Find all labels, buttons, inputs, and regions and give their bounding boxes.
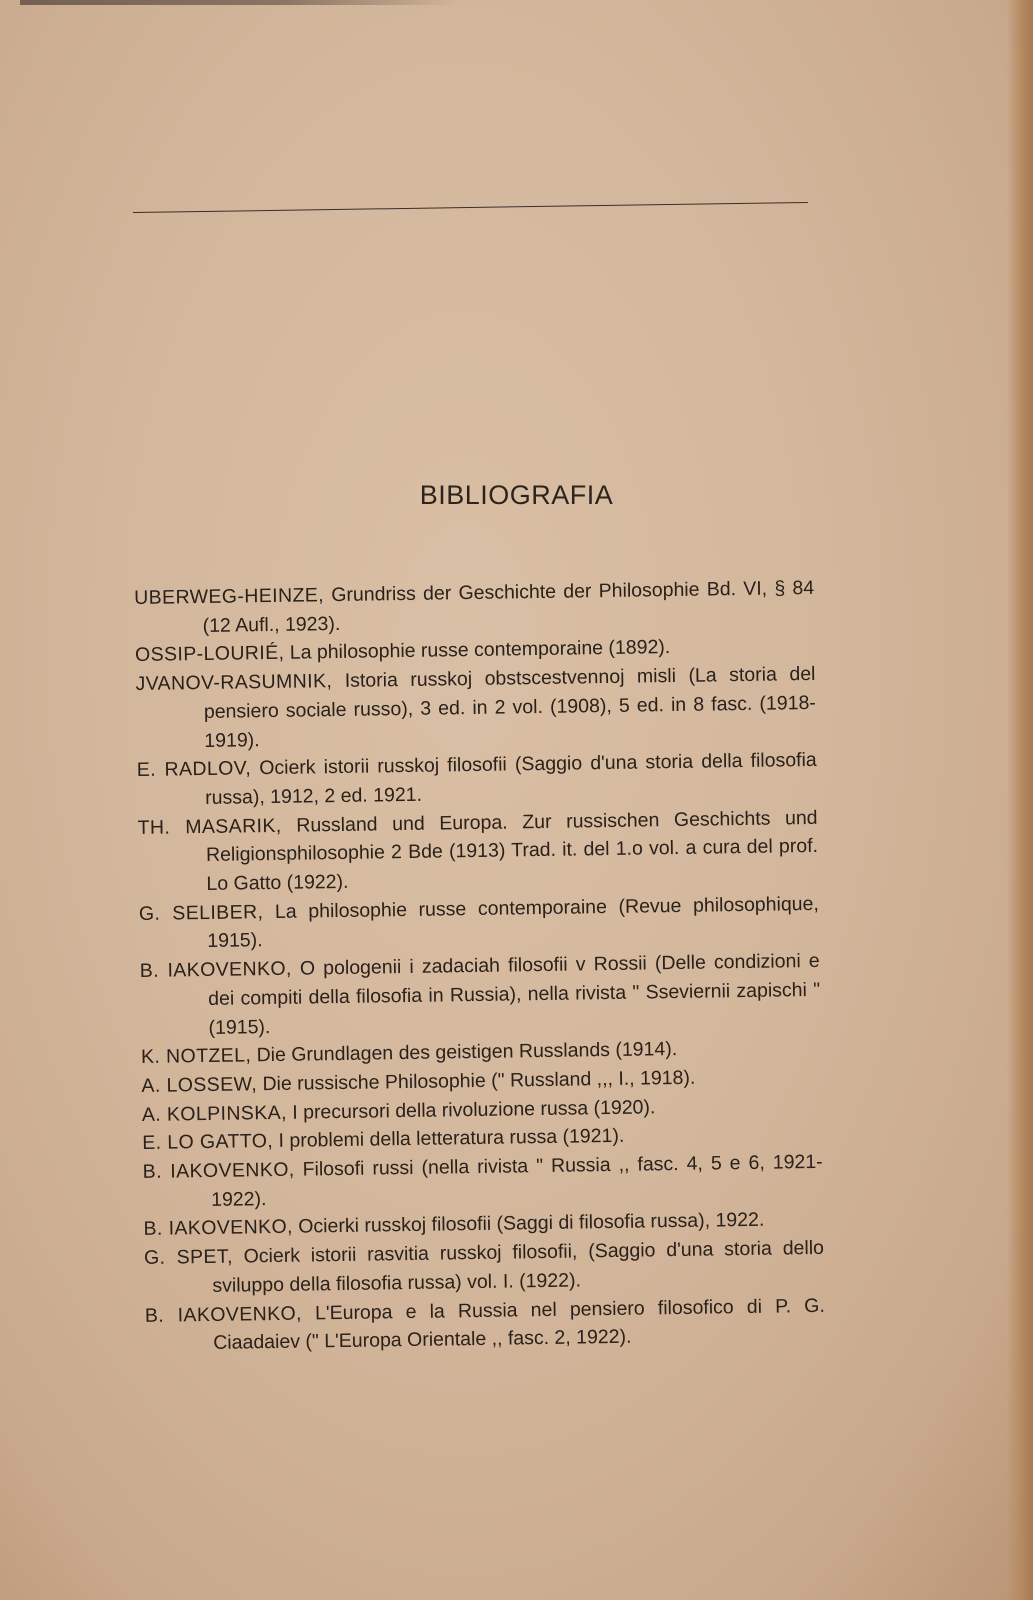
entry-author: E. RADLOV, (136, 757, 252, 782)
entry-author: A. KOLPINSKA, (141, 1101, 288, 1126)
scan-top-edge (20, 0, 460, 5)
entry-author: OSSIP-LOURIÉ, (134, 642, 285, 667)
entry-author: G. SELIBER, (138, 900, 264, 925)
entry-author: G. SPET, (143, 1245, 233, 1270)
bibliography-entry (145, 1291, 826, 1358)
scan-right-edge (1007, 0, 1033, 1600)
entry-text: O pologenii i zadaciah filosofii v Rossii (Delle condizioni e dei compiti della filosofia in Russia), nella rivista " Sseviernii zapischi " (1915). (207, 950, 821, 1039)
entry-author: JVANOV-RASUMNIK, (135, 670, 333, 696)
entry-text: Die Grundlagen des geistigen Russlands (1914). (256, 1038, 678, 1067)
entry-author: B. IAKOVENKO, (139, 957, 292, 983)
entry-author: B. IAKOVENKO, (143, 1216, 294, 1241)
entry-text: I precursori della rivoluzione russa (1920). (292, 1095, 656, 1124)
bibliography-entry (137, 746, 818, 813)
bibliography-entry (144, 1234, 825, 1301)
bibliography-entry (139, 890, 820, 957)
bibliography-entry (137, 804, 818, 900)
entry-text: Die russische Philosophie (" Russland ,,, I., 1918). (262, 1066, 696, 1096)
entry-text: Ocierki russkoj filosofii (Saggi di filosofia russa), 1922. (298, 1209, 765, 1239)
entry-text: Russland und Europa. Zur russischen Geschichts und Religionsphilosophie 2 Bde (1913) Trad. it. del 1.o vol. a cura del prof. Lo Gatto (1922). (205, 806, 819, 895)
bibliography-list (134, 574, 825, 1359)
entry-author: A. LOSSEW, (141, 1073, 258, 1097)
entry-text: L'Europa e la Russia nel pensiero filosofico di P. G. Ciaadaiev (" L'Europa Orientale ,, fasc. 2, 1922). (213, 1294, 825, 1355)
entry-author: B. IAKOVENKO, (142, 1158, 295, 1183)
entry-author: TH. MASARIK, (137, 814, 282, 839)
bibliography-entry (134, 574, 815, 641)
header-rule (133, 202, 808, 213)
bibliography-entry (135, 660, 816, 756)
entry-text: I problemi della letteratura russa (1921). (278, 1125, 625, 1153)
entry-text: Ocierk istorii russkoj filosofii (Saggio d'una storia della filosofia russa), 1912, 2 ed. 1921. (205, 749, 817, 809)
entry-text: Ocierk istorii rasvitia russkoj filosofii, (Saggio d'una storia dello sviluppo della filosofia russa) vol. I. (1922). (212, 1237, 825, 1297)
bibliography-entry (143, 1148, 824, 1215)
entry-author: K. NOTZEL, (140, 1044, 252, 1069)
entry-author: UBERWEG-HEINZE, (134, 584, 325, 609)
entry-author: B. IAKOVENKO, (144, 1302, 303, 1327)
entry-author: E. LO GATTO, (142, 1130, 274, 1155)
entry-text: La philosophie russe contemporaine (Revue philosophique, 1915). (207, 892, 819, 953)
entry-text: La philosophie russe contemporaine (1892). (289, 636, 671, 665)
bibliography-entry (140, 947, 821, 1043)
entry-text: Istoria russkoj obstscestvennoj misli (La storia del pensiero sociale russo), 3 ed. in 2 vol. (1908), 5 ed. in 8 fasc. (1918-1919). (203, 663, 816, 752)
page-title: BIBLIOGRAFIA (419, 480, 614, 510)
entry-text: Grundriss der Geschichte der Philosophie Bd. VI, § 84 (12 Aufl., 1923). (202, 576, 815, 637)
entry-text: Filosofi russi (nella rivista " Russia ,, fasc. 4, 5 e 6, 1921-1922). (210, 1150, 823, 1211)
